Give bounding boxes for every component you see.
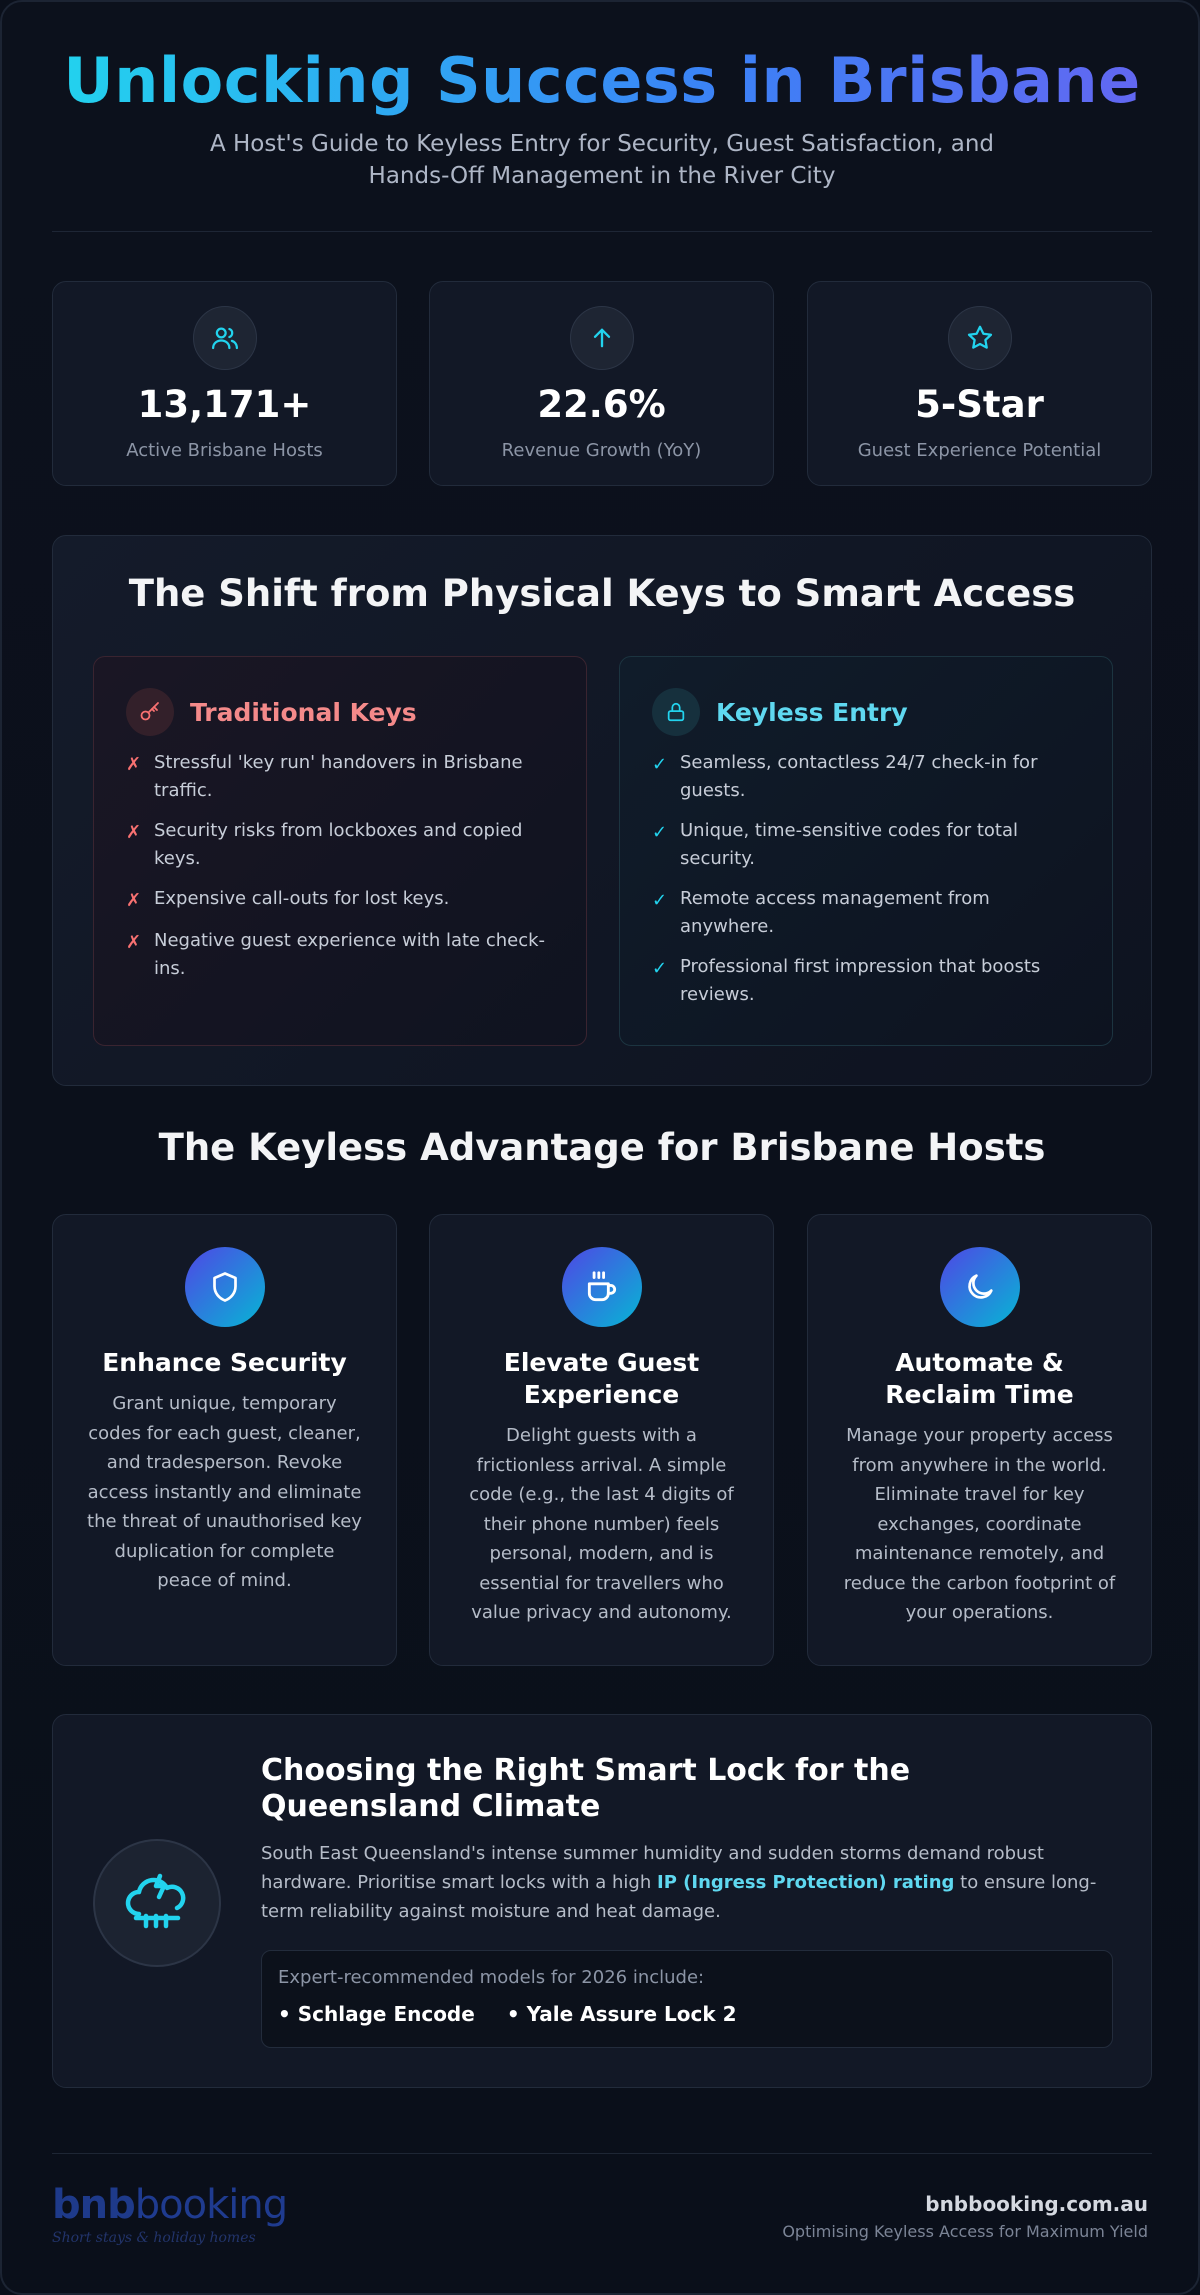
stat-value: 5-Star [915,383,1044,426]
header-divider [52,231,1152,232]
list-item: ✗ Stressful 'key run' handovers in Brisbane traffic. [126,752,523,801]
recommended-models-box [261,1950,1113,2048]
traditional-keys-card [93,656,587,1046]
card-title: Keyless Entry [716,697,908,727]
stat-card-revenue [429,281,774,486]
footer-divider [52,2153,1152,2154]
stat-value: 22.6% [537,383,666,426]
feature-card-security [52,1214,397,1666]
site-link[interactable]: bnbbooking.com.au [925,2192,1148,2216]
ip-rating-highlight: IP (Ingress Protection) rating [657,1872,955,1893]
comparison-section [52,535,1152,1086]
climate-title: Choosing the Right Smart Lock for the Queensland Climate [261,1753,911,1824]
coffee-icon [562,1247,642,1327]
stat-card-rating [807,281,1152,486]
feature-title: Elevate Guest Experience [503,1348,700,1409]
list-item: ✗ Negative guest experience with late check-ins. [126,930,546,979]
header [52,42,1152,192]
stat-label: Active Brisbane Hosts [126,440,323,461]
key-icon [126,688,174,736]
shield-icon [185,1247,265,1327]
arrow-up-icon [570,306,634,370]
stat-label: Revenue Growth (YoY) [501,440,702,461]
smart-lock-climate-section [52,1714,1152,2088]
list-item: ✓ Professional first impression that boosts reviews. [652,956,1041,1005]
model-item: • Schlage Encode [278,2002,475,2026]
feature-title: Enhance Security [102,1348,347,1377]
list-item: ✗ Expensive call-outs for lost keys. [126,888,450,911]
feature-title: Automate & Reclaim Time [885,1348,1074,1409]
site-tagline: Optimising Keyless Access for Maximum Yield [782,2222,1148,2241]
card-title: Traditional Keys [190,697,417,727]
stat-card-hosts [52,281,397,486]
feature-text: Manage your property access from anywhere in the world. Eliminate travel for key exchanges, coordinate maintenance remotely, and reduce the carbon footprint of your operations. [843,1425,1116,1623]
section-title: The Shift from Physical Keys to Smart Access [128,572,1076,615]
brand-logo: bnbbooking Short stays & holiday homes [52,2182,288,2246]
list-item: ✓ Remote access management from anywhere. [652,888,990,937]
section-title: The Keyless Advantage for Brisbane Hosts [158,1126,1046,1169]
page-title: Unlocking Success in Brisbane [52,42,1152,120]
list-item: ✗ Security risks from lockboxes and copied keys. [126,820,523,869]
users-icon [193,306,257,370]
climate-text: South East Queensland's intense summer humidity and sudden storms demand robust hardware. Prioritise smart locks with a high IP (Ingress Protection) rating to ensure long-term reliability against moisture and heat damage. [261,1843,1097,1922]
feature-card-guest-experience [429,1214,774,1666]
models-lead: Expert-recommended models for 2026 include: [278,1967,705,1988]
list-item: ✓ Seamless, contactless 24/7 check-in for guests. [652,752,1038,801]
list-item: ✓ Unique, time-sensitive codes for total security. [652,820,1018,869]
feature-text: Grant unique, temporary codes for each guest, cleaner, and tradesperson. Revoke access instantly and eliminate the threat of unauthorised key duplication for complete peace of mind. [87,1393,362,1591]
storm-cloud-icon [93,1839,221,1967]
feature-card-automation [807,1214,1152,1666]
footer-info [782,2192,1148,2241]
benefit-list [652,749,1080,1009]
page-subtitle: A Host's Guide to Keyless Entry for Security, Guest Satisfaction, and Hands-Off Management in the River City [209,131,995,189]
model-item: • Yale Assure Lock 2 [506,2002,737,2026]
stat-value: 13,171+ [137,383,312,426]
keyless-entry-card [619,656,1113,1046]
star-icon [948,306,1012,370]
feature-text: Delight guests with a frictionless arrival. A simple code (e.g., the last 4 digits of their phone number) feels personal, modern, and is essential for travellers who value privacy and autonomy. [469,1425,734,1623]
moon-icon [940,1247,1020,1327]
lock-icon [652,688,700,736]
stat-label: Guest Experience Potential [857,440,1102,461]
drawback-list [126,749,554,983]
